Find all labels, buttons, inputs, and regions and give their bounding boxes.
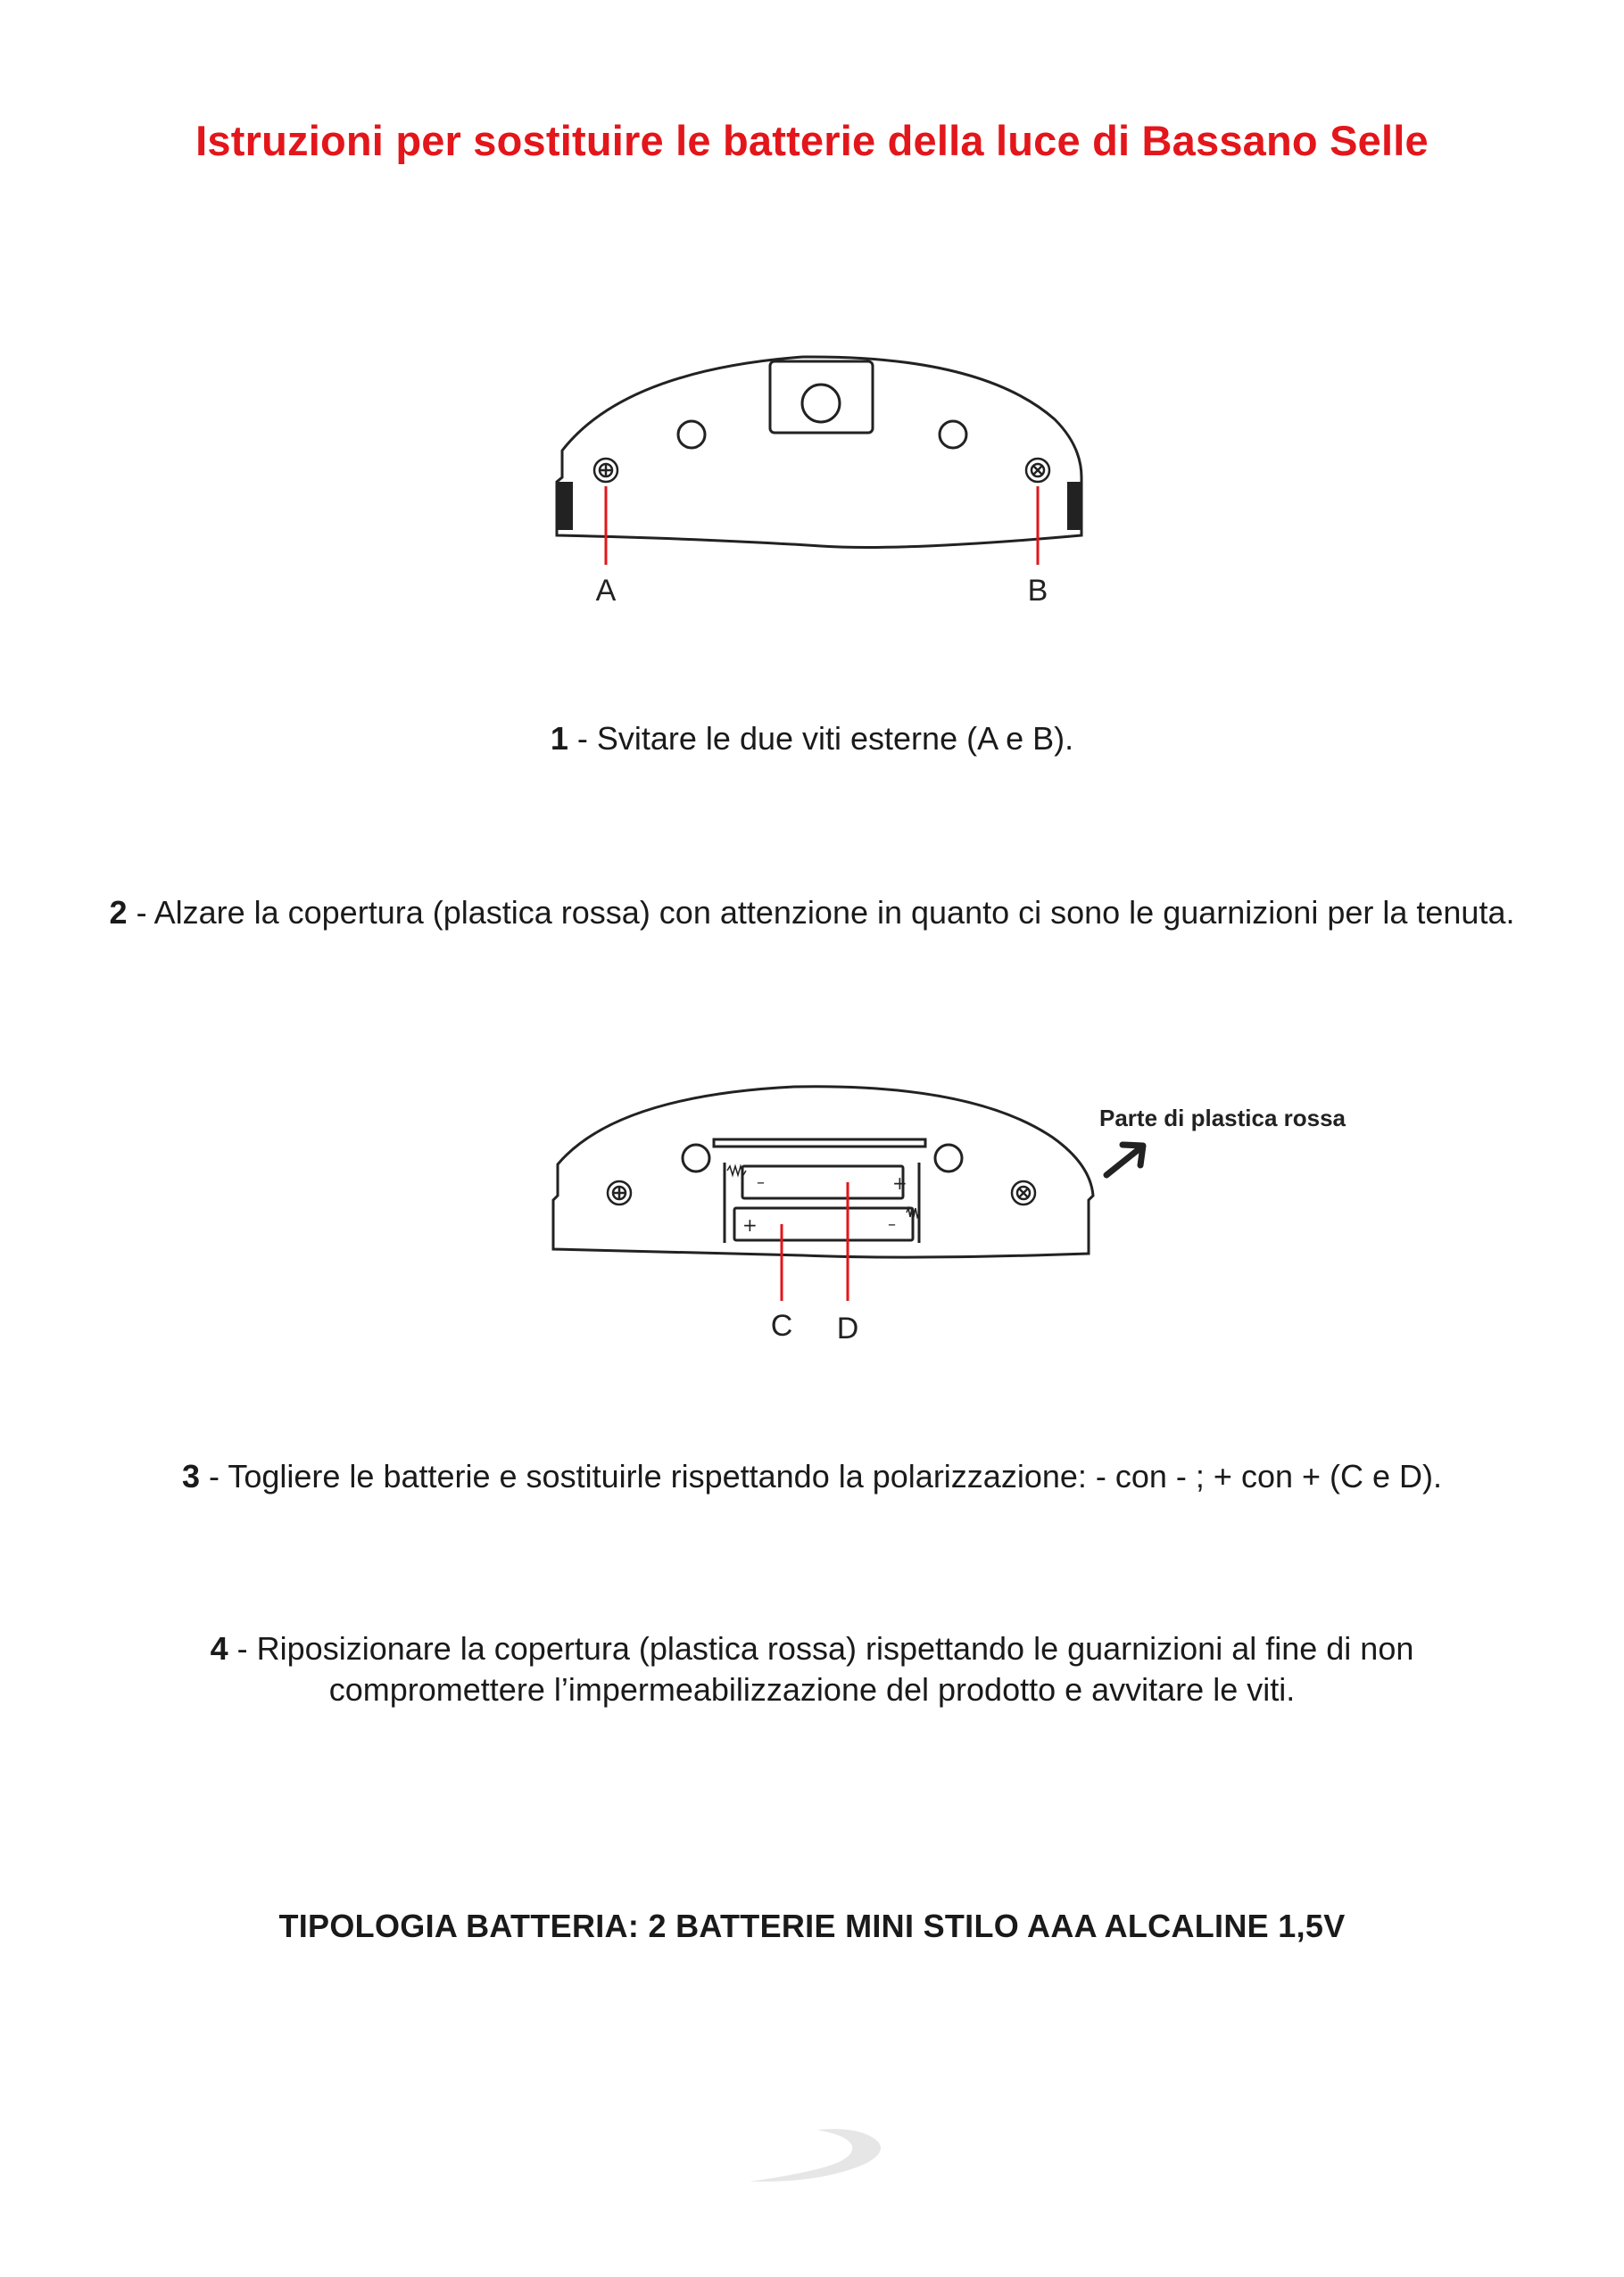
label-d: D <box>836 1312 859 1346</box>
step-text: Togliere le batterie e sostituirle rispettando la polarizzazione: - con - ; + con + (C e D). <box>228 1458 1443 1495</box>
battery-top-plus: + <box>892 1172 907 1194</box>
step-number: 3 <box>181 1458 201 1495</box>
step-3: 3 - Togliere le batterie e sostituirle rispettando la polarizzazione: - con - ; + con + (C e D). <box>181 1458 1443 1495</box>
screw-icon <box>1012 1181 1035 1205</box>
battery-bottom-plus: + <box>742 1214 758 1236</box>
battery-type: TIPOLOGIA BATTERIA: 2 BATTERIE MINI STILO AAA ALCALINE 1,5V <box>278 1908 1346 1944</box>
step-text: Svitare le due viti esterne (A e B). <box>596 720 1074 757</box>
step-text: Riposizionare la copertura (plastica rossa) rispettando le guarnizioni al fine di non compromettere l’impermeabilizzazione del prodotto e avvitare le viti. <box>256 1630 1414 1708</box>
step-number: 1 <box>550 720 568 757</box>
logo-icon <box>741 2119 892 2190</box>
battery-bottom-minus: – <box>888 1215 896 1234</box>
screw-icon <box>608 1181 631 1205</box>
step-2: 2 - Alzare la copertura (plastica rossa) con attenzione in quanto ci sono le guarnizioni per la tenuta. <box>109 894 1515 931</box>
step-text: Alzare la copertura (plastica rossa) con attenzione in quanto ci sono le guarnizioni per la tenuta. <box>153 894 1515 931</box>
page-title: Istruzioni per sostituire le batterie della luce di Bassano Selle <box>195 117 1429 164</box>
step-4: 4 - Riposizionare la copertura (plastica rossa) rispettando le guarnizioni al fine di non compromettere l’impermeabilizzazione del prodotto e avvitare le viti. <box>210 1630 1414 1708</box>
arrow-icon <box>1106 1145 1143 1175</box>
step-number: 4 <box>210 1630 228 1667</box>
label-c: C <box>770 1309 793 1343</box>
callout-label: Parte di plastica rossa <box>1099 1105 1346 1131</box>
label-a: A <box>595 574 617 608</box>
label-b: B <box>1027 574 1048 608</box>
step-number: 2 <box>109 894 128 931</box>
step-1: 1 - Svitare le due viti esterne (A e B). <box>550 720 1074 757</box>
battery-top-minus: – <box>757 1173 765 1192</box>
